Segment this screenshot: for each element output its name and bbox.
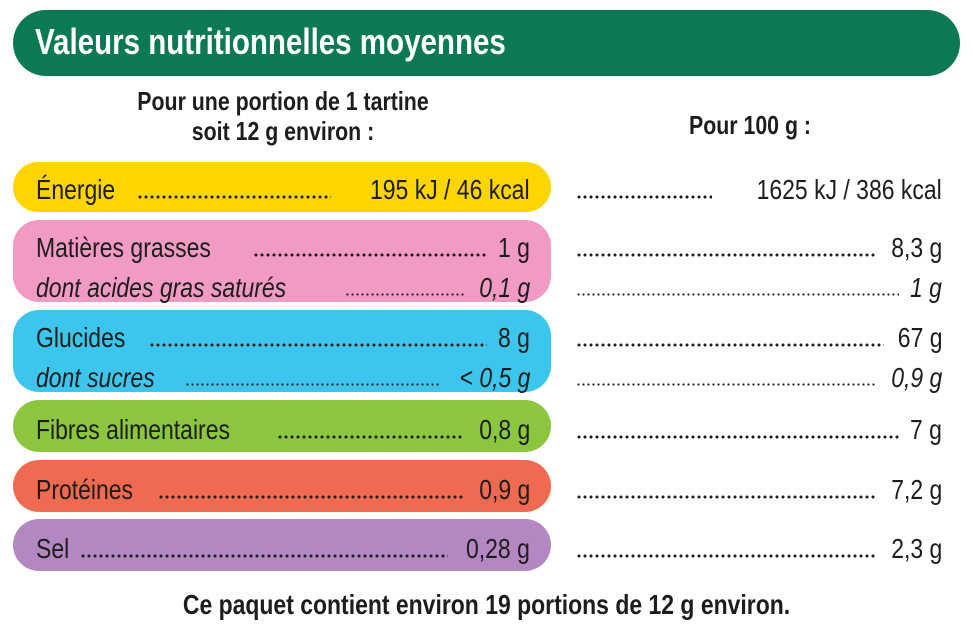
dot-leader: [253, 253, 487, 257]
row-energie-100g: [572, 164, 942, 206]
nutrient-label: dont sucres: [36, 362, 155, 393]
dot-leader: [576, 383, 876, 386]
per100-value: 7 g: [910, 414, 942, 445]
row-sel-100g: [572, 523, 942, 565]
row-satures-portion: [36, 262, 530, 304]
portion-value: 0,9 g: [478, 474, 530, 505]
nutrient-label: dont acides gras saturés: [36, 272, 287, 303]
row-energie-portion: [36, 164, 530, 206]
row-matieres-grasses-portion: [36, 222, 530, 264]
dot-leader: [576, 435, 899, 439]
per100-value: 67 g: [897, 322, 942, 353]
nutrient-label: Sel: [36, 533, 70, 564]
row-satures-100g: [572, 262, 942, 304]
dot-leader: [576, 495, 876, 499]
row-glucides-100g: [572, 312, 942, 354]
portion-value: 0,1 g: [478, 272, 530, 303]
nutrient-label: Fibres alimentaires: [36, 414, 230, 445]
dot-leader: [576, 554, 876, 558]
portion-value: 0,8 g: [478, 414, 530, 445]
portions-note: Ce paquet contient environ 19 portions de 12 g environ.: [182, 589, 791, 620]
dot-leader: [345, 293, 464, 296]
row-sel-portion: [36, 523, 530, 565]
portion-value: 8 g: [498, 322, 530, 353]
dot-leader: [137, 195, 332, 199]
dot-leader: [277, 435, 464, 439]
nutrient-label: Matières grasses: [36, 232, 211, 263]
nutrient-label: Énergie: [36, 174, 116, 205]
per100-value: 8,3 g: [890, 232, 942, 263]
dot-leader: [185, 383, 440, 386]
portion-value: 1 g: [498, 232, 530, 263]
dot-leader: [80, 554, 448, 558]
title-banner: [13, 10, 960, 76]
row-sucres-100g: [572, 352, 942, 394]
portion-value: 0,28 g: [466, 533, 530, 564]
portion-value: < 0,5 g: [459, 362, 530, 393]
dot-leader: [149, 343, 487, 347]
row-proteines-portion: [36, 464, 530, 506]
per100-value: 7,2 g: [890, 474, 942, 505]
page-title: Valeurs nutritionnelles moyennes: [35, 21, 506, 62]
portion-value: 195 kJ / 46 kcal: [370, 174, 530, 205]
portion-column-header: [99, 86, 468, 146]
dot-leader: [576, 195, 712, 199]
nutrient-label: Protéines: [36, 474, 134, 505]
row-sucres-portion: [36, 352, 530, 394]
row-proteines-100g: [572, 464, 942, 506]
per100-column-header: Pour 100 g :: [688, 110, 812, 140]
dot-leader: [576, 293, 899, 296]
nutrient-label: Glucides: [36, 322, 126, 353]
portion-header-line1: Pour une portion de 1 tartine: [137, 86, 429, 116]
per100-value: 0,9 g: [890, 362, 942, 393]
per100-value: 1 g: [910, 272, 942, 303]
portion-header-line2: soit 12 g environ :: [191, 116, 375, 146]
dot-leader: [576, 253, 876, 257]
row-glucides-portion: [36, 312, 530, 354]
dot-leader: [158, 495, 463, 499]
per100-value: 2,3 g: [890, 533, 942, 564]
dot-leader: [576, 343, 884, 347]
per100-value: 1625 kJ / 386 kcal: [756, 174, 942, 205]
row-matieres-grasses-100g: [572, 222, 942, 264]
row-fibres-portion: [36, 404, 530, 446]
row-fibres-100g: [572, 404, 942, 446]
